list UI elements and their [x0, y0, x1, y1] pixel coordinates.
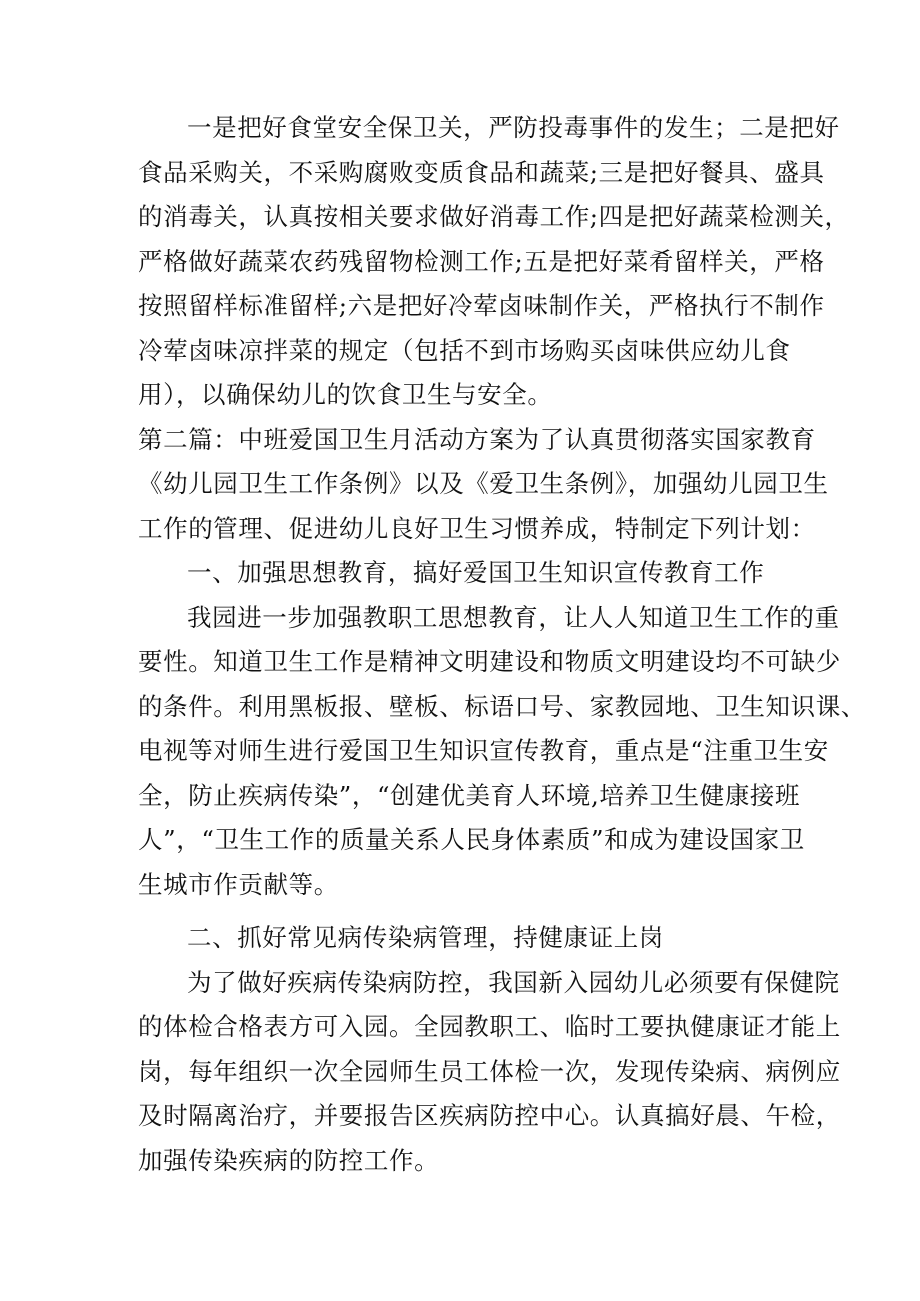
paragraph1-line-5: 全，防止疾病传染”，“创建优美育人环境,培养卫生健康接班 — [138, 780, 801, 810]
article2-intro-line-2: 《幼儿园卫生工作条例》以及《爱卫生条例》，加强幼儿园卫生 — [138, 469, 829, 498]
paragraph1-line-2: 要性。知道卫生工作是精神文明建设和物质文明建设均不可缺少 — [138, 647, 841, 676]
section1-line-3: 的消毒关，认真按相关要求做好消毒工作;四是把好蔬菜检测关， — [138, 202, 850, 231]
article2-intro-line-1: 第二篇：中班爱国卫生月活动方案为了认真贯彻落实国家教育 — [138, 424, 816, 454]
paragraph1-line-3: 的条件。利用黑板报、壁板、标语口号、家教园地、卫生知识课、 — [138, 691, 866, 721]
section1-line-4: 严格做好蔬菜农药残留物检测工作;五是把好菜肴留样关，严格 — [138, 246, 825, 276]
document-body — [138, 106, 866, 1183]
paragraph2-line-4: 及时隔离治疗，并要报告区疾病防控中心。认真搞好晨、午检， — [138, 1101, 841, 1130]
paragraph1-line-6: 人”，“卫生工作的质量关系人民身体素质”和成为建设国家卫 — [138, 825, 805, 854]
section-heading-1: 一、加强思想教育，搞好爱国卫生知识宣传教育工作 — [187, 558, 765, 587]
section1-line-1: 一是把好食堂安全保卫关，严防投毒事件的发生；二是把好 — [187, 113, 840, 142]
paragraph2-line-2: 的体检合格表方可入园。全园教职工、临时工要执健康证才能上 — [138, 1012, 841, 1041]
paragraph1-line-4: 电视等对师生进行爱国卫生知识宣传教育，重点是“注重卫生安 — [138, 736, 829, 765]
paragraph1-line-7: 生城市作贡献等。 — [138, 869, 339, 899]
paragraph2-line-3: 岗，每年组织一次全园师生员工体检一次，发现传染病、病例应 — [138, 1056, 841, 1086]
paragraph2-line-5: 加强传染疾病的防控工作。 — [138, 1145, 440, 1175]
section1-line-6: 冷荤卤味凉拌菜的规定（包括不到市场购买卤味供应幼儿食 — [138, 335, 791, 365]
paragraph2-line-1: 为了做好疾病传染病防控，我国新入园幼儿必须要有保健院 — [187, 967, 840, 997]
section1-line-7: 用），以确保幼儿的饮食卫生与安全。 — [138, 380, 553, 409]
article2-intro-line-3: 工作的管理、促进幼儿良好卫生习惯养成，特制定下列计划： — [138, 513, 816, 543]
section1-line-5: 按照留样标准留样;六是把好冷荤卤味制作关，严格执行不制作 — [138, 291, 825, 320]
section1-line-2: 食品采购关，不采购腐败变质食品和蔬菜;三是把好餐具、盛具 — [138, 157, 825, 187]
section-heading-2: 二、抓好常见病传染病管理，持健康证上岗 — [187, 923, 664, 952]
paragraph1-line-1: 我园进一步加强教职工思想教育，让人人知道卫生工作的重 — [187, 602, 840, 632]
